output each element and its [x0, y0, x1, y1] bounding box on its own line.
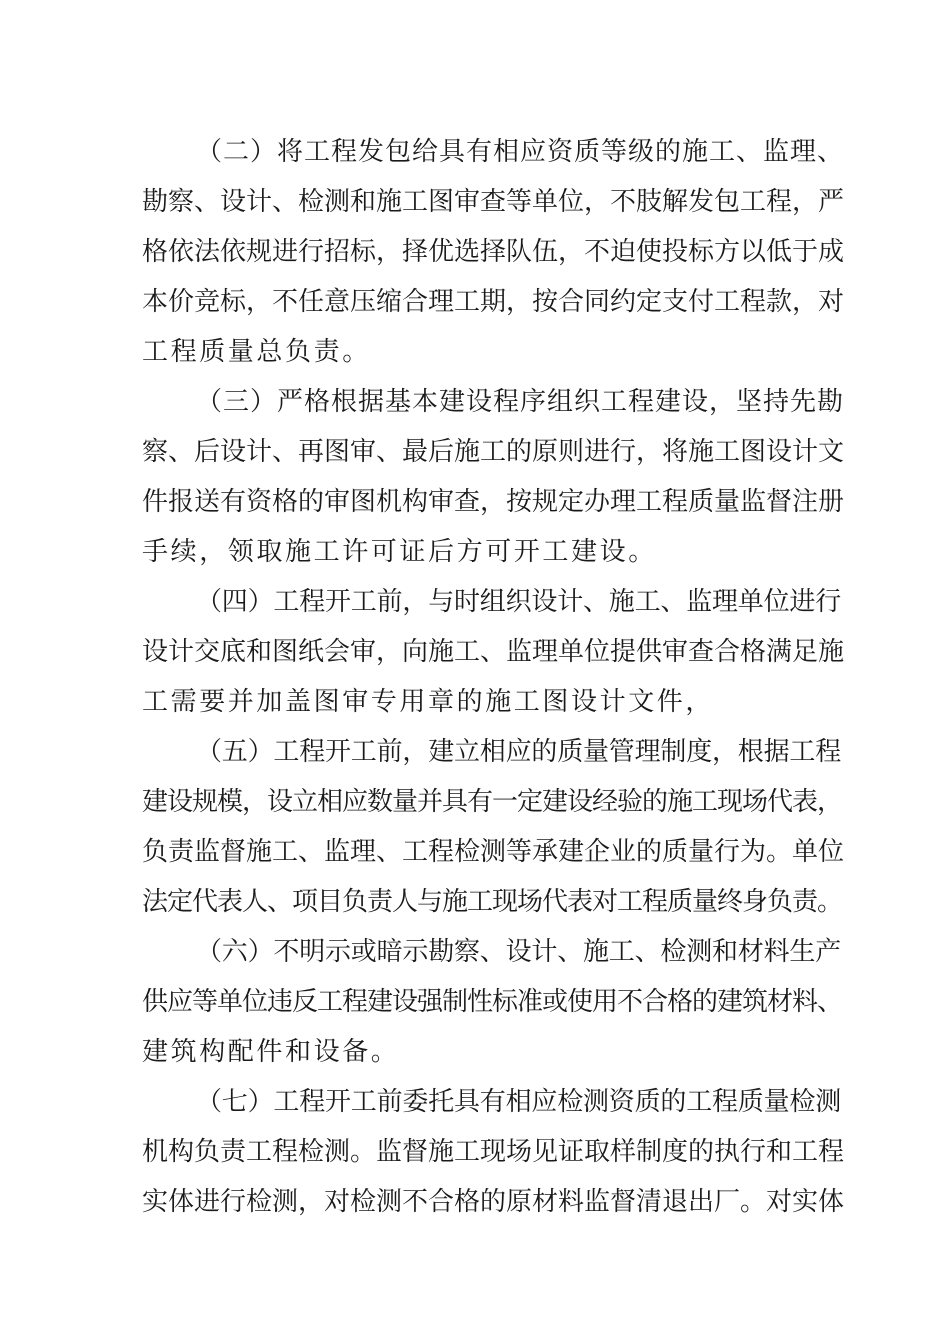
paragraph-3-line-3: 工需要并加盖图审专用章的施工图设计文件， — [142, 687, 715, 717]
paragraph-1-line-5: 工程质量总负责。 — [142, 337, 371, 367]
paragraph-4-line-2: 建设规模，设立相应数量并具有一定建设经验的施工现场代表， — [142, 787, 843, 817]
paragraph-3-line-1: （四）工程开工前，与时组织设计、施工、监理单位进行 — [196, 587, 842, 617]
paragraph-2-line-1: （三）严格根据基本建设程序组织工程建设，坚持先勘 — [196, 387, 845, 417]
paragraph-2-line-2: 察、后设计、再图审、最后施工的原则进行，将施工图设计文 — [142, 437, 845, 467]
paragraph-6-line-3: 实体进行检测，对检测不合格的原材料监督清退出厂。对实体 — [142, 1187, 845, 1217]
paragraph-1-line-1: （二）将工程发包给具有相应资质等级的施工、监理、 — [196, 137, 845, 167]
paragraph-1-line-3: 格依法依规进行招标，择优选择队伍，不迫使投标方以低于成 — [142, 237, 845, 267]
paragraph-2-line-4: 手续，领取施工许可证后方可开工建设。 — [142, 537, 657, 567]
paragraph-5-line-1: （六）不明示或暗示勘察、设计、施工、检测和材料生产 — [196, 937, 842, 967]
paragraph-1-line-2: 勘察、设计、检测和施工图审查等单位，不肢解发包工程，严 — [142, 187, 845, 217]
paragraph-6-line-1: （七）工程开工前委托具有相应检测资质的工程质量检测 — [196, 1087, 842, 1117]
paragraph-1-line-4: 本价竞标，不任意压缩合理工期，按合同约定支付工程款，对 — [142, 287, 845, 317]
paragraph-5-line-2: 供应等单位违反工程建设强制性标准或使用不合格的建筑材料、 — [142, 987, 843, 1017]
paragraph-4-line-3: 负责监督施工、监理、工程检测等承建企业的质量行为。单位 — [142, 837, 845, 867]
paragraph-5-line-3: 建筑构配件和设备。 — [142, 1037, 400, 1067]
paragraph-3-line-2: 设计交底和图纸会审，向施工、监理单位提供审查合格满足施 — [142, 637, 845, 667]
paragraph-4-line-1: （五）工程开工前，建立相应的质量管理制度，根据工程 — [196, 737, 842, 767]
paragraph-2-line-3: 件报送有资格的审图机构审查，按规定办理工程质量监督注册 — [142, 487, 845, 517]
paragraph-4-line-4: 法定代表人、项目负责人与施工现场代表对工程质量终身负责。 — [142, 887, 843, 917]
paragraph-6-line-2: 机构负责工程检测。监督施工现场见证取样制度的执行和工程 — [142, 1137, 845, 1167]
